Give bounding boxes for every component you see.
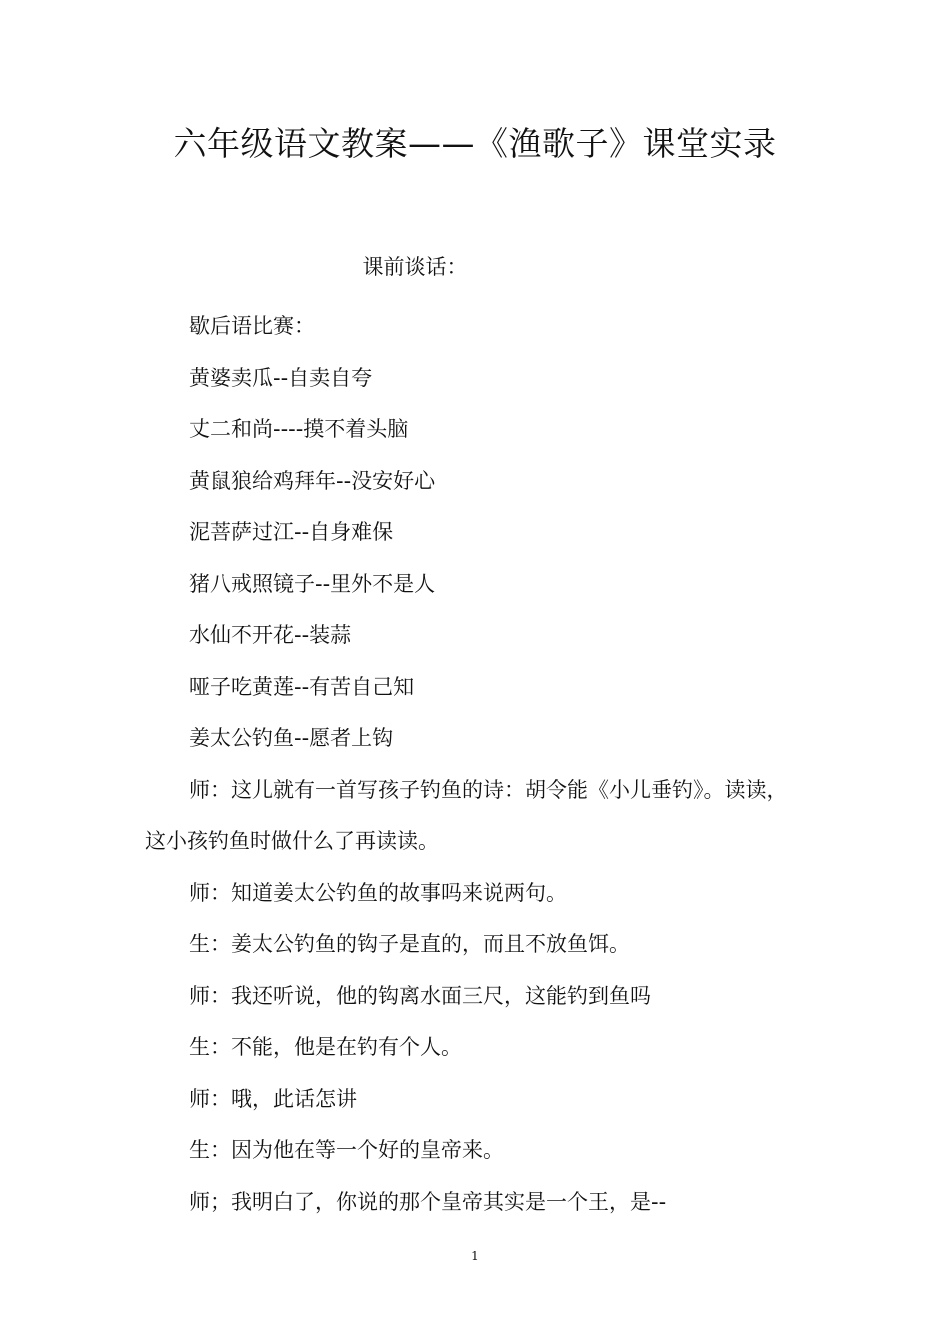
paragraph: 黄鼠狼给鸡拜年--没安好心: [189, 468, 436, 493]
document-body: [145, 301, 805, 1228]
paragraph: 姜太公钓鱼--愿者上钩: [189, 726, 394, 750]
paragraph: 师：我还听说，他的钩离水面三尺，这能钓到鱼吗: [189, 983, 651, 1008]
paragraph: 猪八戒照镜子--里外不是人: [189, 571, 436, 596]
paragraph: 泥菩萨过江--自身难保: [189, 520, 394, 544]
paragraph: 师：知道姜太公钓鱼的故事吗来说两句。: [189, 880, 567, 905]
paragraph: 师；我明白了，你说的那个皇帝其实是一个王，是--: [189, 1189, 667, 1214]
paragraph: 生：因为他在等一个好的皇帝来。: [189, 1138, 504, 1162]
paragraph: 哑子吃黄莲--有苦自己知: [189, 674, 415, 699]
paragraph: 师：这儿就有一首写孩子钓鱼的诗：胡令能《小儿垂钓》。读读，这小孩钓鱼时做什么了再读读。: [145, 777, 788, 853]
paragraph: 水仙不开花--装蒜: [189, 623, 352, 647]
page-number: 1: [471, 1249, 479, 1263]
paragraph: 生：不能，他是在钓有个人。: [189, 1035, 462, 1059]
document-title: 六年级语文教案——《渔歌子》课堂实录: [173, 124, 777, 163]
paragraph: 师：哦，此话怎讲: [189, 1086, 357, 1111]
paragraph: 歇后语比赛：: [189, 314, 315, 338]
paragraph: 丈二和尚----摸不着头脑: [189, 417, 409, 441]
paragraph: 生：姜太公钓鱼的钩子是直的，而且不放鱼饵。: [189, 932, 630, 956]
section-heading: 课前谈话：: [362, 255, 468, 279]
paragraph: 黄婆卖瓜--自卖自夸: [189, 365, 373, 390]
